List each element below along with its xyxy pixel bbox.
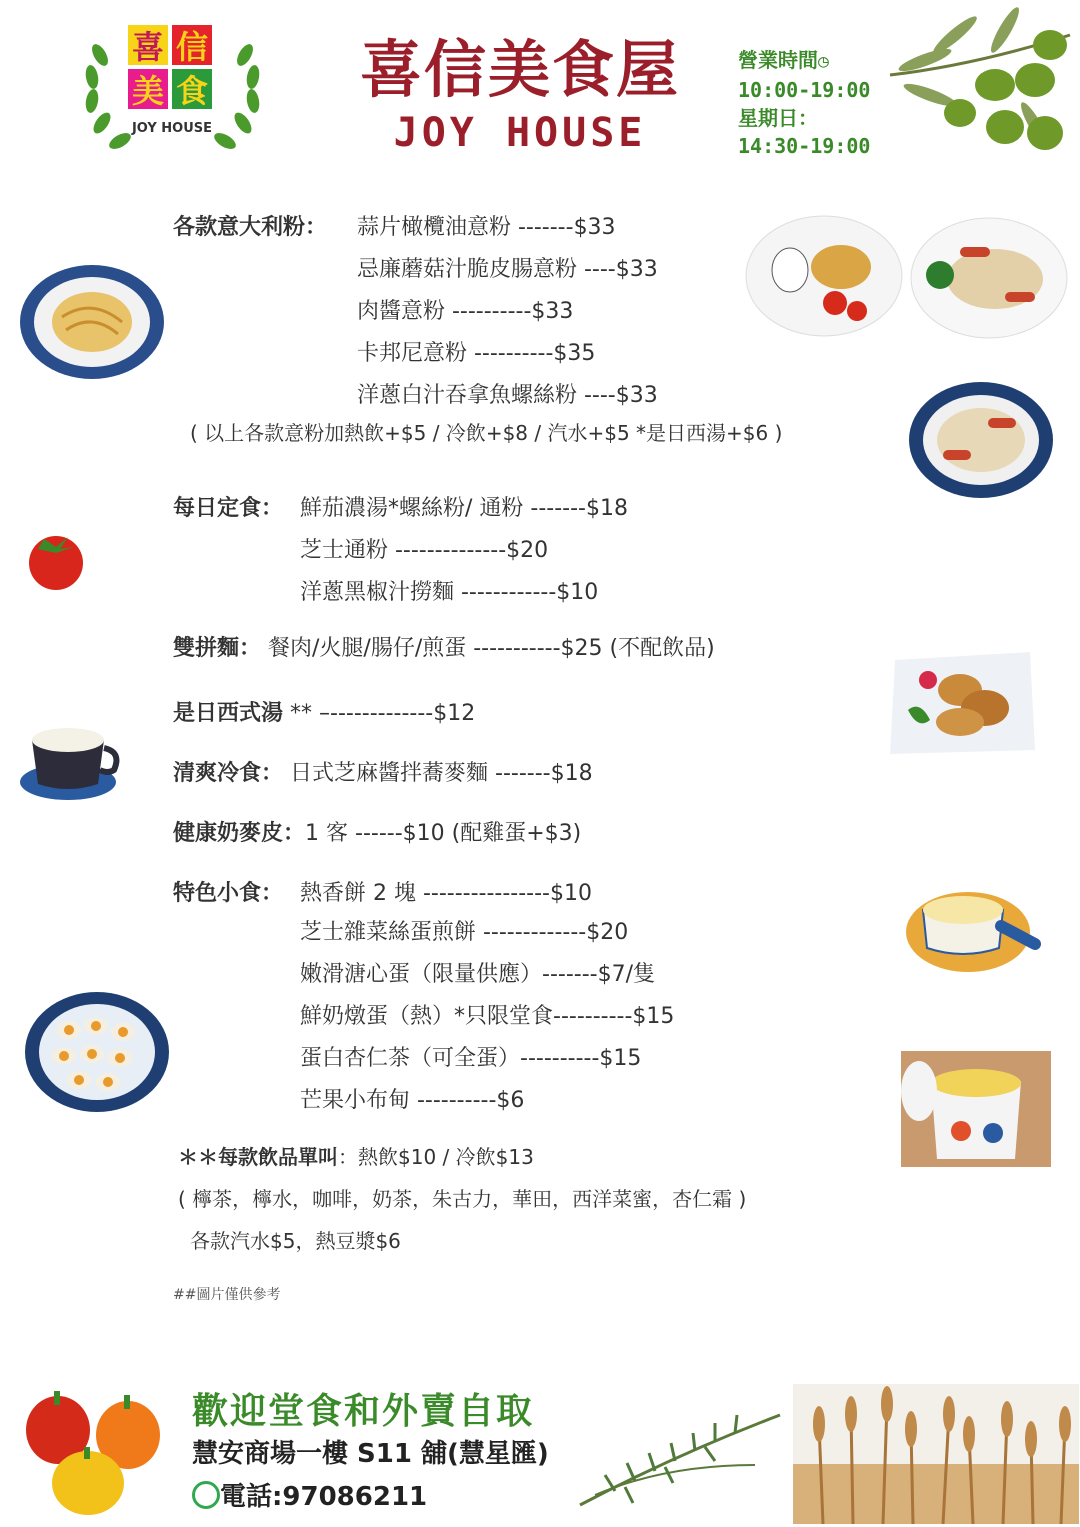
- menu-item: 鮮奶燉蛋（熱）*只限堂食----------$15: [300, 1004, 675, 1029]
- shop-title: 喜信美食屋: [359, 33, 680, 106]
- menu-item: 卡邦尼意粉 ----------$35: [357, 341, 596, 366]
- soup-text: ** –-------------$12: [283, 701, 476, 726]
- opening-hours: [738, 46, 870, 160]
- double-text: 餐肉/火腿/腸仔/煎蛋 -----------$25 (不配飲品): [261, 636, 715, 661]
- drinks-extra: 各款汽水$5，熱豆漿$6: [190, 1229, 401, 1253]
- menu-item: 洋蔥黑椒汁撈麵 ------------$10: [300, 580, 599, 605]
- drinks-category: ＊＊每款飲品單叫: [178, 1145, 338, 1169]
- address-text: 慧安商場一樓 S11 舖(慧星匯): [192, 1439, 549, 1469]
- tomato-image: [24, 527, 90, 591]
- kids-pasta-image: [745, 215, 903, 337]
- drinks-list: ( 檸茶，檸水，咖啡，奶茶，朱古力，華田，西洋菜蜜，杏仁霜 ): [178, 1187, 747, 1211]
- hours-label: 營業時間: [738, 48, 818, 72]
- steamed-egg-image: [901, 1051, 1051, 1167]
- logo: [80, 15, 265, 170]
- shop-title-en: JOY HOUSE: [393, 110, 647, 156]
- cold-text: 日式芝麻醬拌蕎麥麵 -------$18: [283, 761, 593, 786]
- logo-char-3: 美: [131, 72, 165, 110]
- menu-item: 芝士通粉 --------------$20: [300, 538, 549, 563]
- logo-sub: JOY HOUSE: [131, 121, 213, 136]
- menu-item: 芒果小布甸 ----------$6: [300, 1088, 525, 1113]
- welcome-text: 歡迎堂食和外賣自取: [192, 1391, 535, 1432]
- phone-text: 電話:97086211: [220, 1482, 428, 1512]
- menu-item: 蒜片橄欖油意粉 -------$33: [357, 215, 616, 240]
- olive-branch-image: [885, 5, 1075, 170]
- rosemary-image: [575, 1395, 785, 1515]
- menu-item: 肉醬意粉 ----------$33: [357, 299, 574, 324]
- daily-category: 每日定食：: [173, 496, 284, 521]
- snacks-category: 特色小食：: [173, 881, 284, 906]
- menu-item: 嫩滑溏心蛋（限量供應）-------$7/隻: [300, 962, 655, 987]
- menu-item: 鮮茄濃湯*螺絲粉/ 通粉 -------$18: [300, 496, 628, 521]
- pancake-plate-image: [890, 650, 1038, 756]
- double-category: 雙拼麵：: [173, 636, 262, 661]
- menu-item: 忌廉蘑菇汁脆皮腸意粉 ----$33: [357, 257, 658, 282]
- cold-row: [173, 759, 593, 789]
- creamy-pasta-image: [908, 380, 1054, 500]
- peppers-image: [18, 1385, 168, 1517]
- clock-icon: ◷: [818, 51, 829, 72]
- oat-category: 健康奶麥皮：: [173, 821, 306, 846]
- hours-sunday-label: 星期日：: [738, 106, 818, 130]
- sausage-pasta-image: [910, 217, 1068, 339]
- logo-char-1: 喜: [131, 28, 165, 66]
- drinks-text: ：熱飲$10 / 冷飲$13: [338, 1145, 534, 1169]
- menu-item: 蛋白杏仁茶（可全蛋）----------$15: [300, 1046, 642, 1071]
- pasta-category: 各款意大利粉：: [173, 215, 328, 240]
- phone-row: [192, 1476, 427, 1513]
- oat-row: [173, 819, 581, 849]
- menu-item: 芝士雜菜絲蛋煎餅 -------------$20: [300, 920, 629, 945]
- pasta-note: ( 以上各款意粉加熱飲+$5 / 冷飲+$8 / 汽水+$5 *是日西湯+$6 ): [190, 421, 783, 445]
- soup-row: [173, 699, 475, 729]
- double-noodle-row: [173, 634, 715, 664]
- hours-sunday: 14:30-19:00: [738, 134, 871, 158]
- whatsapp-icon: [192, 1481, 220, 1509]
- eggs-plate-image: [24, 990, 170, 1114]
- drinks-row: [178, 1142, 534, 1172]
- logo-char-4: 食: [175, 72, 209, 110]
- wheat-field-image: [793, 1384, 1079, 1524]
- cold-category: 清爽冷食：: [173, 761, 284, 786]
- menu-item: 熱香餅 2 塊 ----------------$10: [300, 881, 592, 906]
- oat-bowl-image: [903, 870, 1041, 976]
- pasta-plate-image: [18, 262, 166, 382]
- pasta-section: [173, 213, 327, 243]
- oat-text: 1 客 ------$10 (配雞蛋+$3): [305, 821, 582, 846]
- logo-char-2: 信: [175, 28, 209, 66]
- soup-cup-image: [18, 712, 126, 804]
- hours-weekday: 10:00-19:00: [738, 78, 871, 102]
- disclaimer: ##圖片僅供參考: [173, 1287, 281, 1303]
- menu-item: 洋蔥白汁吞拿魚螺絲粉 ----$33: [357, 383, 658, 408]
- soup-category: 是日西式湯: [173, 701, 284, 726]
